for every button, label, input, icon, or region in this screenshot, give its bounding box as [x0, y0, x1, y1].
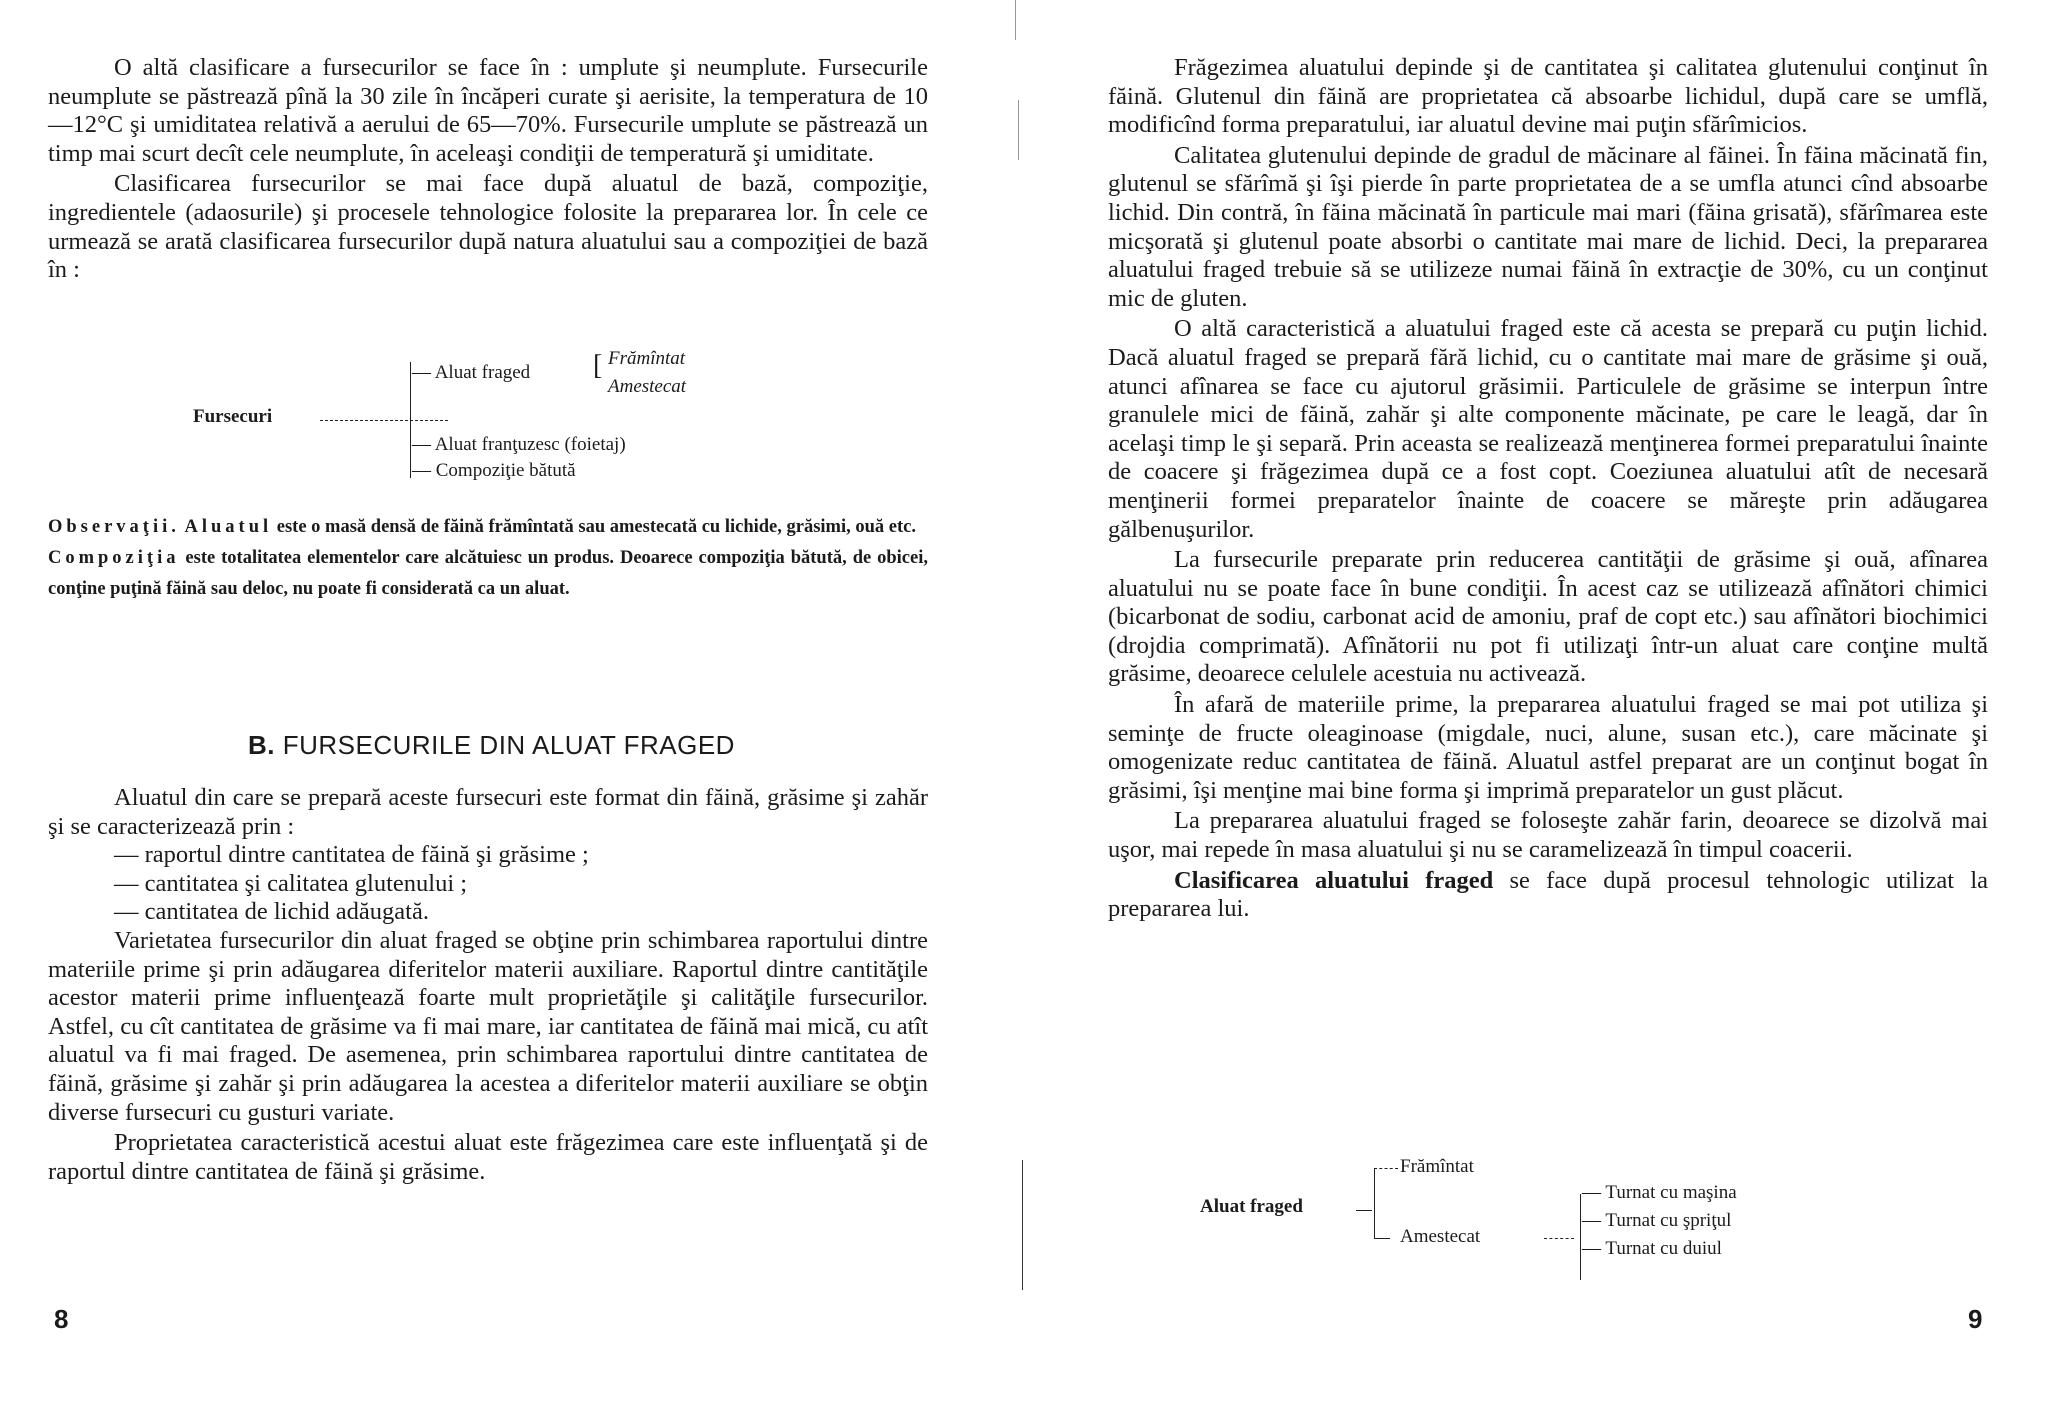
scheme-brace: [ [593, 350, 603, 381]
note-text: este totalitatea elementelor care alcătuiesc un produs. Deoarece compoziţia bătută, de obicei, conţine puţină făină sau deloc, nu poate fi considerată ca un aluat. [48, 548, 928, 599]
scheme-connector [1356, 1210, 1372, 1211]
right-page [1108, 0, 1988, 1401]
left-body-text [48, 784, 928, 1186]
scheme-bracket [1374, 1168, 1375, 1238]
scheme-root: Aluat fraged [1200, 1196, 1303, 1217]
gutter-mark [1018, 100, 1019, 160]
right-body-text [1108, 54, 1988, 924]
section-title: FURSECURILE DIN ALUAT FRAGED [275, 730, 735, 760]
gutter-mark [1015, 0, 1016, 40]
aluat-fraged-classification-scheme [1108, 1150, 1988, 1270]
scheme-sub-spritul: — Turnat cu şpriţul [1582, 1210, 1732, 1231]
list-item: — raportul dintre cantitatea de făină şi grăsime ; [114, 841, 589, 869]
paragraph: Frăgezimea aluatului depinde şi de cantitatea şi calitatea glutenului conţinut în făină. Glutenul din făină are proprietatea că absoarbe lichidul, după care se umflă, modificînd forma preparatului, iar aluatul devine mai puţin sfărîmicios. [1108, 54, 1988, 139]
paragraph: Proprietatea caracteristică acestui aluat este frăgezimea care este influenţată şi de raportul dintre cantitatea de făină şi grăsime. [48, 1129, 928, 1185]
paragraph: La prepararea aluatului fraged se foloseşte zahăr farin, deoarece se dizolvă mai uşor, mai repede în masa aluatului şi nu se caramelizează în timpul coacerii. [1108, 807, 1988, 864]
scheme-sub-masina: — Turnat cu maşina [1582, 1182, 1737, 1203]
classification-rest: se face după procesul tehnologic utilizat la prepararea lui. [1108, 866, 1988, 923]
note-text: este o masă densă de făină frămîntată sau amestecată cu lichide, grăsimi, ouă etc. [272, 517, 916, 537]
paragraph: O altă clasificare a fursecurilor se face în : umplute şi neumplute. Fursecurile neumplute se păstrează pînă la 30 zile în încăperi curate şi aerisite, la temperatura de 10—12°C şi umiditatea relativă a aerului de 65—70%. Fursecurile umplute se păstrează un timp mai scurt decît cele neumplute, în aceleaşi condiţii de temperatură şi umiditate. [48, 54, 928, 167]
scheme-sub-framantat: Frămîntat [608, 348, 686, 369]
paragraph: Aluatul din care se prepară aceste fursecuri este format din făină, grăsime şi zahăr şi se caracterizează prin : [48, 784, 928, 840]
scheme-sub-amestecat: Amestecat [608, 376, 687, 397]
paragraph: O altă caracteristică a aluatului fraged este că acesta se prepară cu puţin lichid. Dacă aluatul fraged se prepară fără lichid, cu o cantitate mai mare de grăsime şi ouă, atunci afînarea se face cu ajutorul grăsimii. Particulele de grăsime se interpun între granulele mici de făină, zahăr şi alte componente măcinate, pe care le leagă, dar în acelaşi timp le şi separă. Prin aceasta se realizează menţinerea formei preparatului înainte de coacere şi frăgezimea după ce a fost copt. Coeziunea aluatului atît de necesară menţinerii formei preparatelor înainte de coacere se măreşte prin adăugarea gălbenuşurilor. [1108, 315, 1988, 543]
section-letter: B. [248, 730, 275, 760]
paragraph: Clasificarea fursecurilor se mai face după aluatul de bază, compoziţie, ingredientele (adaosurile) şi procesele tehnologice folosite la prepararea lor. În cele ce urmează se arată clasificarea fursecurilor după natura aluatului sau a compoziţiei de bază în : [48, 170, 928, 284]
note-term: Aluatul [184, 517, 273, 537]
scheme-branch-fraged: — Aluat fraged [412, 362, 531, 383]
left-page [48, 0, 928, 1401]
paragraph: În afară de materiile prime, la prepararea aluatului fraged se mai pot utiliza şi seminţe de fructe oleaginoase (migdale, nuci, alune, susan etc.), care măcinate şi omogenizate reduc cantitatea de făină. Aluatul astfel preparat are un conţinut bogat în grăsimi, îşi menţine mai bine forma şi imprimă preparatelor un gust plăcut. [1108, 691, 1988, 804]
scheme-connector [1544, 1238, 1574, 1239]
gutter-mark [1022, 1160, 1023, 1290]
notes-block [48, 512, 928, 605]
page-number-left: 8 [54, 1304, 69, 1334]
scheme-connector [320, 420, 448, 421]
note-compozitia [48, 543, 928, 605]
scheme-branch-compozitie: — Compoziţie bătută [412, 460, 576, 481]
note-lead: Observaţii. [48, 517, 180, 537]
classification-bold: Clasificarea aluatului fraged [1174, 866, 1494, 894]
scheme-bracket [1580, 1194, 1581, 1280]
scheme-sub-duiul: — Turnat cu duiul [1582, 1238, 1722, 1259]
paragraph-classification [1108, 867, 1988, 924]
paragraph: Calitatea glutenului depinde de gradul de măcinare al făinei. În făina măcinată fin, glutenul se sfărîmă şi îşi pierde în parte proprietatea de a se umfla atunci cînd absoarbe lichid. Din contră, în făina măcinată în particule mai mari (făina grisată), sfărîmarea este micşorată şi glutenul poate absorbi o cantitate mai mare de lichid. Deci, la prepararea aluatului fraged trebuie să se utilizeze numai făină în extracţie de 30%, cu un conţinut mic de gluten. [1108, 141, 1988, 312]
paragraph: Varietatea fursecurilor din aluat fraged se obţine prin schimbarea raportului dintre materiile prime şi prin adăugarea diferitelor materii auxiliare. Raportul dintre cantităţile acestor materii prime influenţează foarte mult proprietăţile şi calităţile fursecurilor. Astfel, cu cît cantitatea de grăsime va fi mai mare, iar cantitatea de făină mai mică, cu atît aluatul va fi mai fraged. De asemenea, prin schimbarea raportului dintre cantitatea de făină, grăsime şi zahăr şi prin adăugarea la acestea a diferitelor materii auxiliare se obţin diverse fursecuri cu gusturi variate. [48, 926, 928, 1126]
list-item: — cantitatea de lichid adăugată. [114, 898, 429, 926]
scheme-connector [1374, 1238, 1390, 1239]
scheme-connector [1374, 1168, 1398, 1169]
fursecuri-classification-scheme [48, 340, 928, 490]
scheme-bracket [410, 362, 411, 478]
paragraph: La fursecurile preparate prin reducerea cantităţii de grăsime şi ouă, afînarea aluatului nu se poate face în bune condiţii. În acest caz se utilizează afînători chimici (bicarbonat de sodiu, carbonat acid de amoniu, praf de copt etc.) sau afînători biochimici (drojdia comprimată). Afînătorii nu pot fi utilizaţi într-un aluat care conţine multă grăsime, deoarece celulele acestuia nu activează. [1108, 546, 1988, 688]
scheme-branch-frantuzesc: — Aluat franţuzesc (foietaj) [412, 434, 626, 455]
left-intro-text [48, 54, 928, 285]
section-heading [248, 730, 735, 761]
scheme-root: Fursecuri [193, 406, 273, 427]
page-number-right: 9 [1968, 1304, 1983, 1334]
scheme-branch-amestecat: Amestecat [1400, 1226, 1481, 1247]
scheme-branch-framantat: Frămîntat [1400, 1156, 1474, 1177]
note-term: Compoziţia [48, 548, 180, 568]
note-aluat [48, 512, 928, 543]
list-item: — cantitatea şi calitatea glutenului ; [114, 869, 468, 897]
